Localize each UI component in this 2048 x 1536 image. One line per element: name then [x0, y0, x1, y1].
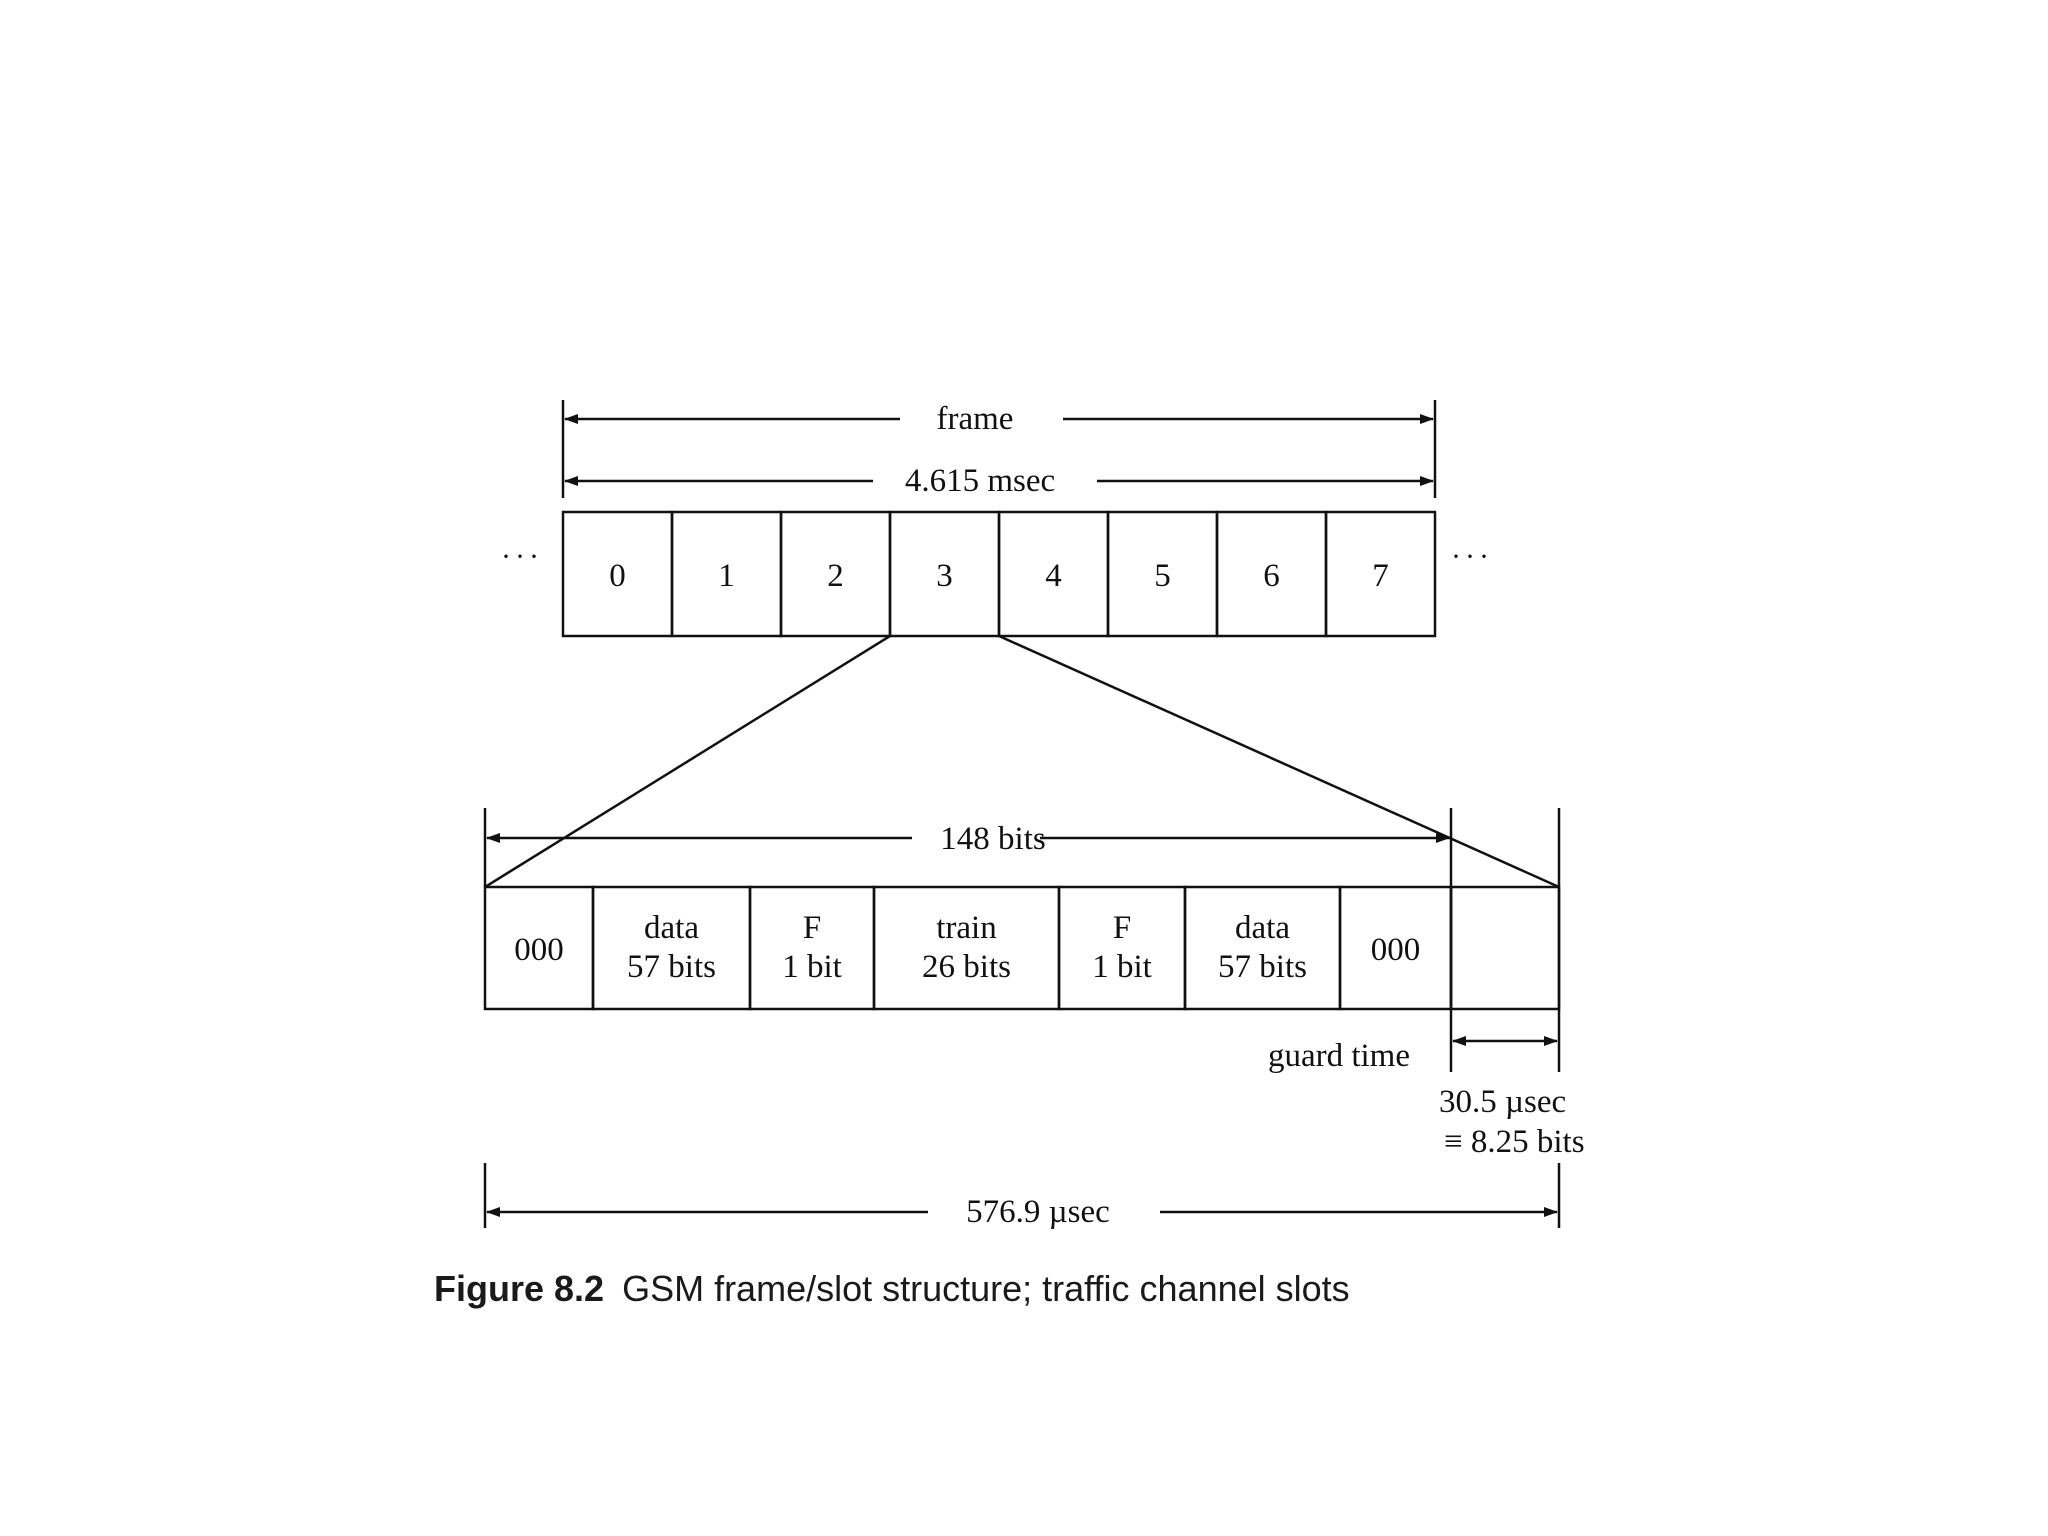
frame-slot-number: 4 — [1045, 558, 1062, 594]
figure-number: Figure 8.2 — [434, 1268, 605, 1309]
ellipsis-right: ··· — [1451, 540, 1493, 573]
frame-slot — [1108, 512, 1217, 636]
frame-label: frame — [936, 401, 1014, 437]
frame-slot-number: 1 — [718, 558, 735, 594]
slot-field-box — [874, 887, 1059, 1009]
figure-caption — [434, 1268, 1350, 1310]
slot-field — [485, 887, 593, 1009]
frame-slot-number: 3 — [936, 558, 953, 594]
frame-slot-number: 0 — [609, 558, 626, 594]
figure-caption-text: GSM frame/slot structure; traffic channel slots — [622, 1268, 1350, 1309]
frame-slot-number: 5 — [1154, 558, 1171, 594]
slot-field-name: 000 — [1370, 932, 1421, 968]
slot-field-row — [485, 887, 1559, 1009]
slot-field-box — [593, 887, 750, 1009]
slot-field — [1059, 887, 1185, 1009]
expansion-line-right — [999, 636, 1559, 887]
guard-bits-label: ≡ 8.25 bits — [1444, 1124, 1585, 1160]
frame-slot — [563, 512, 672, 636]
slot-field-box — [1059, 887, 1185, 1009]
slot-field — [593, 887, 750, 1009]
slot-field — [874, 887, 1059, 1009]
guard-time-label: guard time — [1267, 1038, 1410, 1074]
guard-period-box — [1451, 887, 1559, 1009]
frame-slot — [1217, 512, 1326, 636]
frame-slot — [672, 512, 781, 636]
ellipsis-left: ··· — [501, 540, 543, 573]
slot-field-size: 57 bits — [1218, 949, 1307, 985]
guard-duration-label: 30.5 µsec — [1439, 1084, 1567, 1120]
slot-field-size: 1 bit — [1092, 949, 1152, 985]
slot-field-name: F — [1112, 910, 1132, 946]
slot-field-box — [750, 887, 874, 1009]
frame-slot-number: 7 — [1372, 558, 1389, 594]
slot-field-name: data — [1235, 910, 1290, 946]
frame-slot — [890, 512, 999, 636]
slot-field — [750, 887, 874, 1009]
slot-field-name: F — [802, 910, 822, 946]
slot-field-size: 26 bits — [922, 949, 1011, 985]
frame-slot — [999, 512, 1108, 636]
slot-field-name: 000 — [514, 932, 564, 968]
slot-field-size: 1 bit — [782, 949, 842, 985]
frame-slot-number: 6 — [1263, 558, 1280, 594]
slot-duration-label: 576.9 µsec — [966, 1194, 1110, 1230]
slot-field-name: train — [936, 910, 997, 946]
frame-duration-label: 4.615 msec — [904, 463, 1056, 499]
slot-field — [1340, 887, 1451, 1009]
slot-bits-label: 148 bits — [940, 821, 1046, 857]
slot-field — [1185, 887, 1340, 1009]
slot-field-name: data — [644, 910, 699, 946]
frame-slot-row — [563, 512, 1435, 636]
frame-slot — [1326, 512, 1435, 636]
slot-field-size: 57 bits — [627, 949, 716, 985]
expansion-line-left — [485, 636, 890, 887]
slot-field-box — [1185, 887, 1340, 1009]
frame-slot-number: 2 — [827, 558, 844, 594]
frame-slot — [781, 512, 890, 636]
